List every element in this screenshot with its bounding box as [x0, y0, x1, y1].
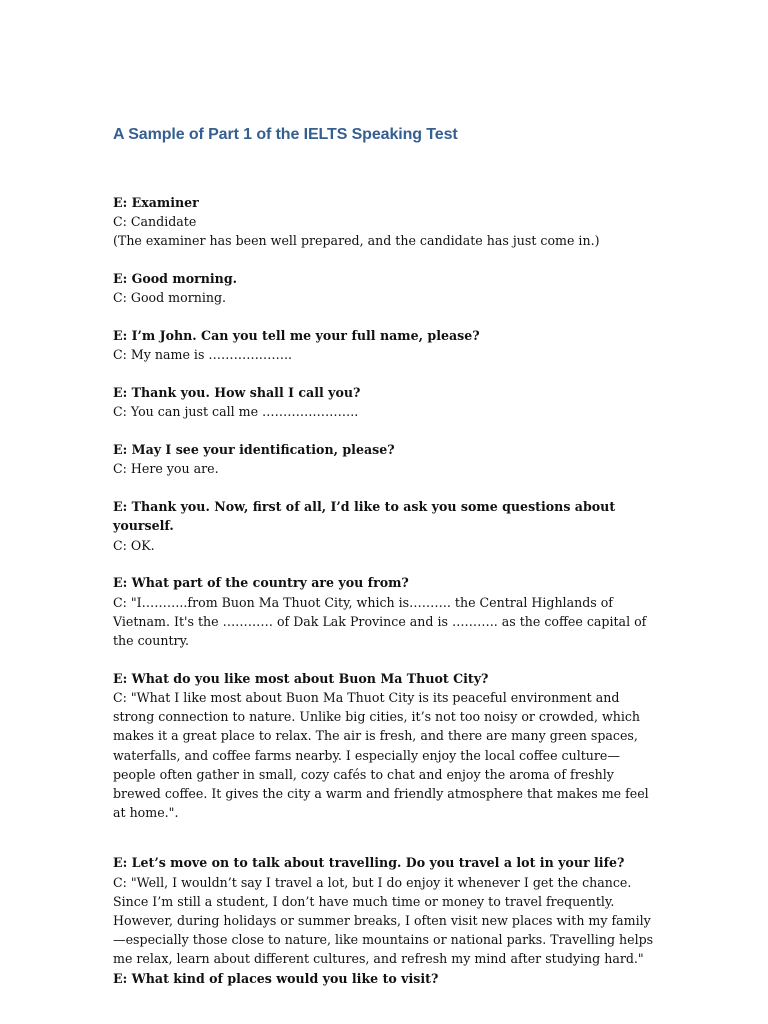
examiner-line: E: May I see your identification, please?	[113, 442, 395, 458]
examiner-line: E: Let’s move on to talk about travelling. Do you travel a lot in your life?	[113, 855, 625, 871]
candidate-line: C: "I………..from Buon Ma Thuot City, which is………. the Central Highlands of Vietnam. It's the ………… of Dak Lak Province and is ……….. as the coffee capital of the country.	[113, 594, 647, 649]
intro-candidate: C: Candidate	[113, 214, 197, 230]
candidate-line: C: My name is ………………..	[113, 347, 292, 363]
dialogue-block	[113, 853, 658, 968]
dialogue-block	[113, 969, 658, 988]
dialogue-block	[113, 440, 658, 478]
document-page	[113, 124, 658, 988]
dialogue-block	[113, 269, 658, 307]
examiner-line: E: Thank you. How shall I call you?	[113, 385, 361, 401]
examiner-line: E: What part of the country are you from?	[113, 575, 409, 591]
candidate-line: C: You can just call me …………………..	[113, 404, 359, 420]
examiner-line: E: What do you like most about Buon Ma Thuot City?	[113, 670, 489, 686]
candidate-line: C: "What I like most about Buon Ma Thuot City is its peaceful environment and strong connection to nature. Unlike big cities, it’s not too noisy or crowded, which makes it a great place to relax. The air is fresh, and there are many green spaces, waterfalls, and coffee farms nearby. I especially enjoy the local coffee culture—people often gather in small, cozy cafés to chat and enjoy the aroma of freshly brewed coffee. It gives the city a warm and friendly atmosphere that makes me feel at home.".	[113, 690, 649, 821]
candidate-line: C: Here you are.	[113, 461, 219, 477]
document-title: A Sample of Part 1 of the IELTS Speaking Test	[113, 126, 458, 143]
examiner-line: E: What kind of places would you like to visit?	[113, 970, 439, 986]
examiner-line: E: Thank you. Now, first of all, I’d like to ask you some questions about yourself.	[113, 499, 616, 534]
candidate-line: C: "Well, I wouldn’t say I travel a lot, but I do enjoy it whenever I get the chance. Since I’m still a student, I don’t have much time or money to travel frequently. However, during holidays or summer breaks, I often visit new places with my family —especially those close to nature, like mountains or national parks. Travelling helps me relax, learn about different cultures, and refresh my mind after studying hard."	[113, 874, 654, 967]
examiner-line: E: Good morning.	[113, 271, 238, 287]
dialogue-block	[113, 573, 658, 650]
dialogue-block	[113, 383, 658, 421]
intro-examiner: E: Examiner	[113, 195, 199, 210]
candidate-line: C: OK.	[113, 537, 155, 553]
examiner-line: E: I’m John. Can you tell me your full name, please?	[113, 328, 480, 344]
dialogue-block	[113, 669, 658, 823]
dialogue-block	[113, 326, 658, 364]
intro-note: (The examiner has been well prepared, and the candidate has just come in.)	[113, 233, 600, 249]
candidate-line: C: Good morning.	[113, 290, 227, 306]
intro-block	[113, 193, 658, 251]
dialogue-block	[113, 497, 658, 555]
